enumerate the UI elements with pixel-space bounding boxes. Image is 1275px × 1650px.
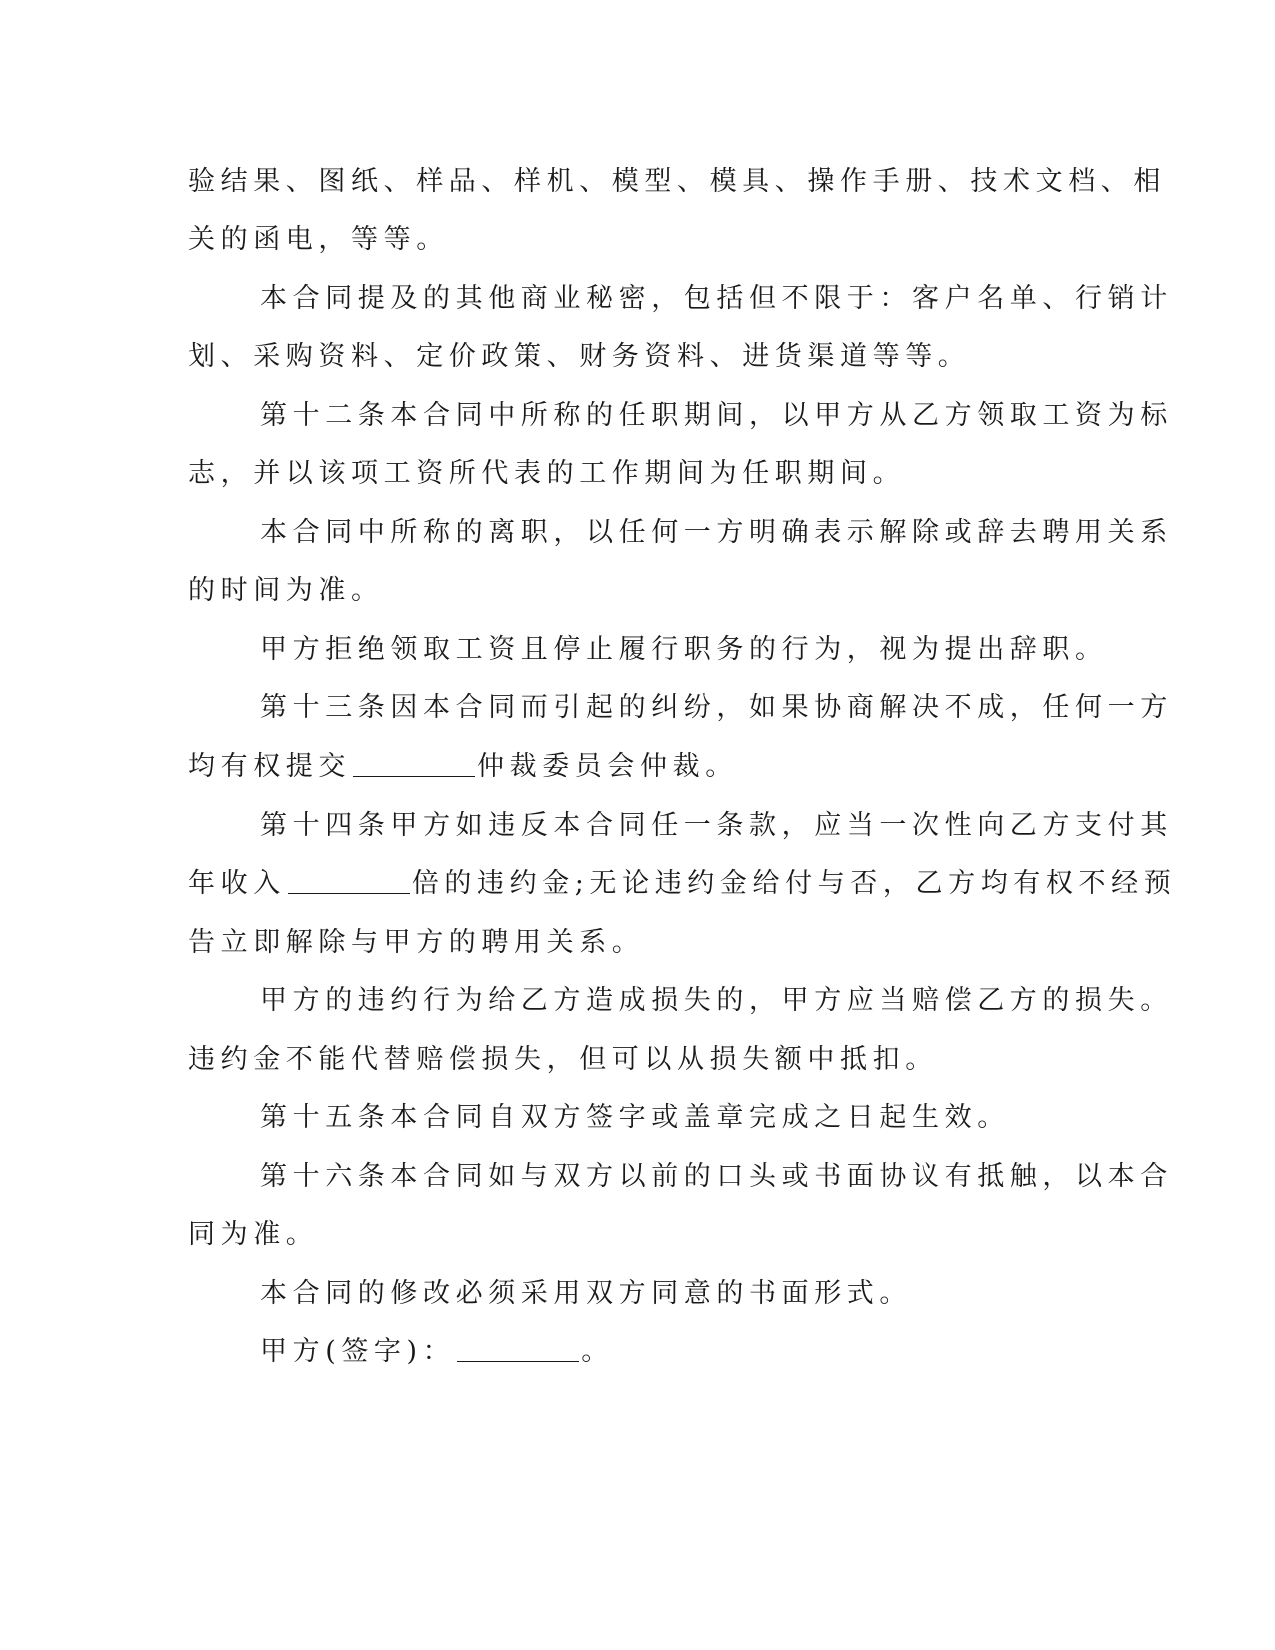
text-line-content: 第十二条本合同中所称的任职期间，以甲方从乙方领取工资为标 bbox=[260, 400, 1173, 431]
text-line bbox=[188, 866, 1176, 902]
paragraph-first-line bbox=[260, 690, 1173, 726]
text-line-content: 均有权提交 bbox=[188, 751, 351, 782]
text-line-content: 本合同提及的其他商业秘密，包括但不限于：客户名单、行销计 bbox=[260, 283, 1173, 314]
text-line-content: 倍的违约金;无论违约金给付与否，乙方均有权不经预 bbox=[411, 868, 1177, 899]
text-line bbox=[188, 164, 1166, 200]
paragraph-first-line bbox=[260, 808, 1173, 844]
text-line bbox=[188, 222, 449, 258]
text-line bbox=[188, 749, 738, 785]
text-line-content: 第十三条因本合同而引起的纠纷，如果协商解决不成，任何一方 bbox=[260, 692, 1173, 723]
text-line-content: 告立即解除与甲方的聘用关系。 bbox=[188, 927, 645, 958]
text-line-content: 同为准。 bbox=[188, 1219, 319, 1250]
signature-label: 甲方(签字)： bbox=[260, 1336, 456, 1367]
text-line-content: 第十五条本合同自双方签字或盖章完成之日起生效。 bbox=[260, 1102, 1010, 1133]
text-line-content: 仲裁委员会仲裁。 bbox=[477, 751, 738, 782]
text-line-content: 的时间为准。 bbox=[188, 575, 384, 606]
text-line bbox=[188, 573, 384, 609]
paragraph-first-line bbox=[260, 632, 1108, 668]
text-line-content: 。 bbox=[581, 1336, 614, 1367]
text-line-content: 本合同的修改必须采用双方同意的书面形式。 bbox=[260, 1278, 912, 1309]
text-line-content: 第十六条本合同如与双方以前的口头或书面协议有抵触，以本合 bbox=[260, 1161, 1173, 1192]
text-line bbox=[188, 1217, 318, 1253]
text-line-content: 关的函电，等等。 bbox=[188, 224, 449, 255]
paragraph-first-line bbox=[260, 398, 1173, 434]
blank-fill-line bbox=[353, 752, 475, 777]
blank-fill-line bbox=[288, 869, 410, 894]
paragraph-first-line bbox=[260, 1100, 1010, 1136]
text-line-content: 违约金不能代替赔偿损失，但可以从损失额中抵扣。 bbox=[188, 1044, 938, 1075]
paragraph-first-line bbox=[260, 281, 1173, 317]
text-line-content: 甲方的违约行为给乙方造成损失的，甲方应当赔偿乙方的损失。 bbox=[260, 985, 1173, 1016]
text-line bbox=[188, 339, 970, 375]
text-line-content: 划、采购资料、定价政策、财务资料、进货渠道等等。 bbox=[188, 341, 971, 372]
text-line bbox=[188, 456, 905, 492]
paragraph-first-line bbox=[260, 515, 1173, 551]
text-line-content: 第十四条甲方如违反本合同任一条款，应当一次性向乙方支付其 bbox=[260, 810, 1173, 841]
paragraph-first-line bbox=[260, 1159, 1173, 1195]
text-line bbox=[188, 1042, 938, 1078]
signature-line bbox=[260, 1334, 614, 1370]
text-line-content: 甲方拒绝领取工资且停止履行职务的行为，视为提出辞职。 bbox=[260, 634, 1108, 665]
text-line-content: 志，并以该项工资所代表的工作期间为任职期间。 bbox=[188, 458, 906, 489]
signature-blank bbox=[457, 1337, 579, 1362]
text-line-content: 验结果、图纸、样品、样机、模型、模具、操作手册、技术文档、相 bbox=[188, 166, 1166, 197]
text-line-content: 本合同中所称的离职，以任何一方明确表示解除或辞去聘用关系 bbox=[260, 517, 1173, 548]
paragraph-first-line bbox=[260, 983, 1173, 1019]
paragraph-first-line bbox=[260, 1276, 912, 1312]
text-line bbox=[188, 925, 644, 961]
text-line-content: 年收入 bbox=[188, 868, 286, 899]
